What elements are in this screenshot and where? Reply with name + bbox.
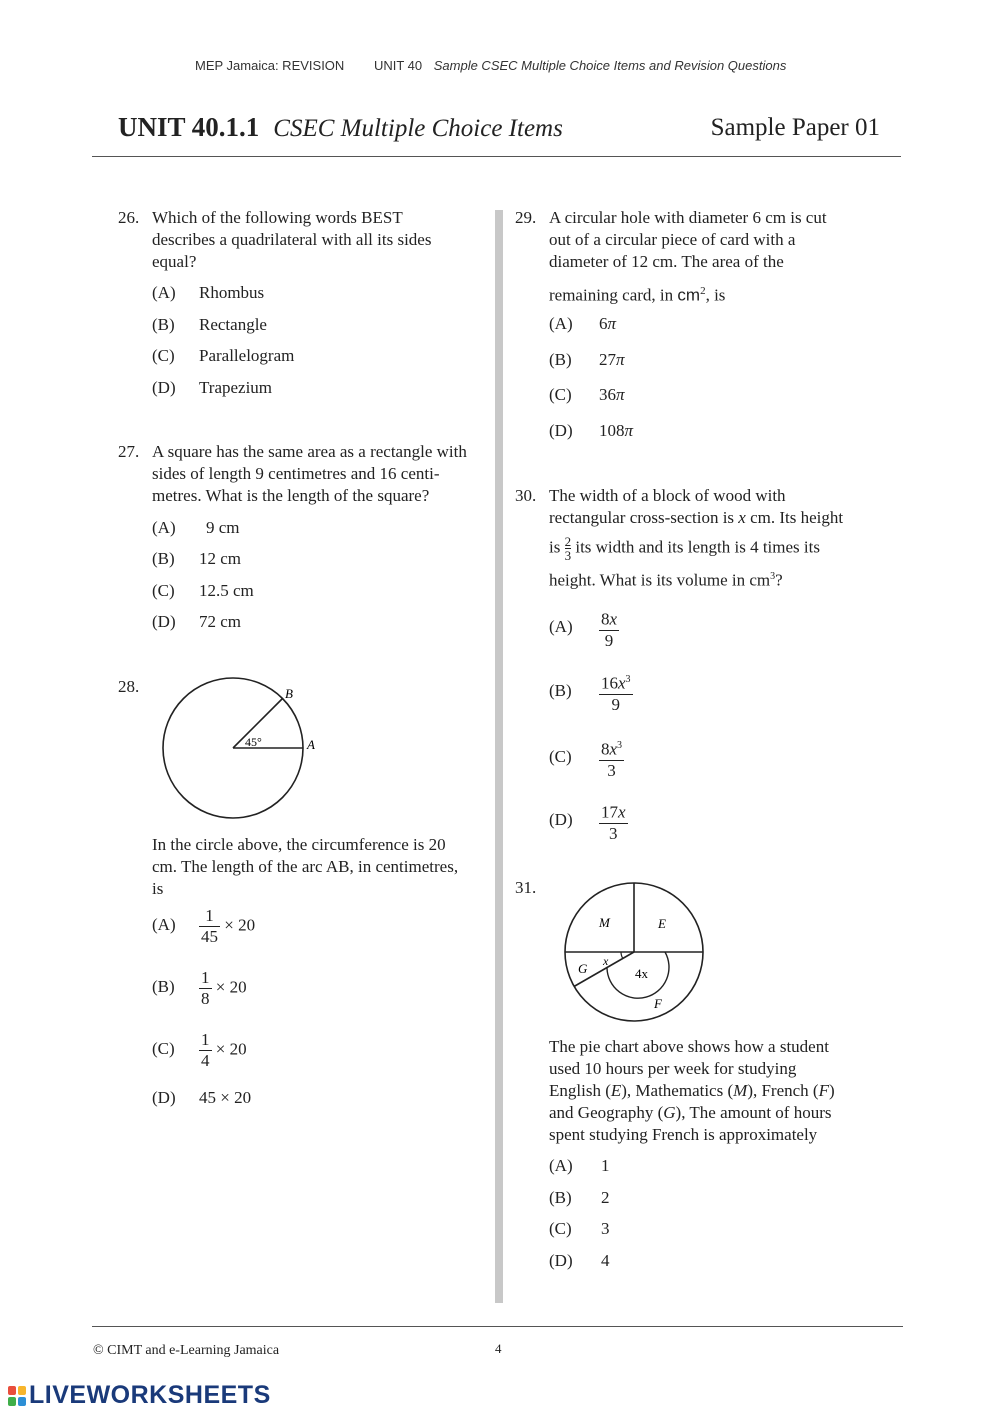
fraction-numerator [599, 799, 628, 823]
option-text: × 20 [224, 915, 256, 935]
option-label: (A) [549, 314, 573, 333]
option-text: Trapezium [199, 378, 273, 397]
coefficient: 8 [601, 609, 610, 629]
unit-text: cm [677, 285, 701, 305]
option-text: 1 [601, 1156, 610, 1175]
option-text: 72 cm [199, 612, 242, 631]
running-head [195, 58, 786, 73]
option-text: 36 [599, 385, 616, 404]
question-line: spent studying French is approximately [549, 1125, 818, 1144]
option-label: (B) [549, 1188, 572, 1207]
question-28-number: 28. [118, 677, 140, 696]
option-label: (D) [152, 378, 176, 397]
variable: x [618, 802, 626, 822]
option-30-c[interactable] [549, 736, 624, 781]
option-label: (A) [152, 518, 176, 537]
question-line [549, 280, 827, 307]
coefficient: 17 [601, 802, 618, 822]
question-line: A circular hole with diameter 6 cm is cut [549, 208, 827, 227]
option-label: (A) [549, 1156, 573, 1175]
question-line: and Geography (G), The amount of hours [549, 1103, 832, 1122]
option-label: (D) [549, 810, 573, 830]
option-31-b[interactable] [549, 1188, 610, 1208]
fraction-numerator: 1 [205, 906, 214, 925]
variable: x [609, 739, 618, 759]
option-26-c[interactable] [152, 346, 294, 366]
fraction [599, 799, 628, 844]
text-fragment: remaining card, in [549, 285, 674, 305]
question-line: The width of a block of wood with [549, 486, 786, 505]
question-28-text [152, 834, 458, 900]
angle-arc-x [621, 952, 623, 959]
question-line [549, 535, 843, 562]
option-30-b[interactable] [549, 670, 633, 715]
fraction-denominator: 3 [564, 548, 572, 563]
logo-square-blue [18, 1397, 26, 1406]
option-30-d[interactable] [549, 799, 628, 844]
fraction-numerator [599, 670, 633, 694]
logo-square-red [8, 1386, 16, 1395]
question-line: sides of length 9 centimetres and 16 centi- [152, 464, 440, 483]
title-unit: UNIT 40.1.1 [118, 112, 260, 142]
option-28-d[interactable] [152, 1088, 251, 1108]
option-text: Rectangle [199, 315, 267, 334]
option-text: 27 [599, 350, 616, 369]
question-31-number: 31. [515, 878, 537, 897]
option-text: × 20 [215, 1039, 247, 1059]
option-text: Rhombus [199, 283, 265, 302]
label-e: E [658, 916, 666, 931]
text-fragment: cm. Its height [750, 508, 844, 527]
question-30 [515, 485, 895, 595]
option-29-c[interactable] [549, 385, 625, 405]
coefficient: 16 [601, 673, 618, 693]
label-f: F [654, 996, 662, 1011]
option-31-d[interactable] [549, 1251, 610, 1271]
fraction [599, 670, 633, 715]
question-line: diameter of 12 cm. The area of the [549, 252, 784, 271]
option-label: (A) [152, 283, 176, 302]
option-text: 12 cm [199, 549, 242, 568]
question-text [549, 207, 827, 307]
option-label: (C) [549, 385, 572, 404]
question-line: The pie chart above shows how a student [549, 1037, 829, 1056]
point-b-label: B [285, 686, 293, 701]
fraction [565, 535, 572, 562]
title-paper: Sample Paper 01 [710, 114, 880, 141]
label-m: M [599, 915, 610, 930]
footer-copyright: © CIMT and e-Learning Jamaica [93, 1343, 280, 1358]
running-head-left: MEP Jamaica: REVISION [195, 58, 345, 73]
fraction-denominator: 45 [201, 927, 218, 946]
fraction-numerator: 1 [201, 1030, 210, 1049]
question-line: used 10 hours per week for studying [549, 1059, 797, 1078]
option-label: (A) [152, 915, 176, 935]
option-26-a[interactable] [152, 283, 264, 303]
text-fragment: its width and its length is 4 times its [575, 537, 820, 557]
option-text: 45 × 20 [199, 1088, 252, 1107]
label-x: x [603, 954, 609, 968]
option-26-b[interactable] [152, 315, 267, 335]
option-29-a[interactable] [549, 314, 616, 334]
exponent: 3 [617, 740, 623, 751]
exponent: 2 [700, 285, 706, 297]
question-line: is [152, 879, 164, 898]
fraction-numerator [599, 736, 624, 760]
variable: x [618, 673, 626, 693]
question-line [549, 507, 843, 529]
page-title [118, 112, 880, 152]
option-27-b[interactable] [152, 549, 241, 569]
option-label: (C) [152, 346, 175, 365]
variable: x [609, 609, 618, 629]
question-line: English (E), Mathematics (M), French (F) [549, 1081, 835, 1100]
question-line [549, 566, 843, 592]
question-26 [118, 207, 498, 277]
circle-sector-diagram [155, 672, 330, 824]
option-label: (C) [152, 1039, 175, 1059]
option-label: (D) [549, 1251, 573, 1270]
label-4x: 4x [635, 966, 648, 981]
angle-label: 45° [245, 735, 262, 749]
fraction-denominator: 3 [599, 760, 624, 781]
question-line: out of a circular piece of card with a [549, 230, 796, 249]
title-rule [92, 156, 901, 157]
fraction-denominator: 4 [201, 1051, 210, 1070]
option-31-a[interactable] [549, 1156, 610, 1176]
question-line: describes a quadrilateral with all its sides [152, 230, 432, 249]
question-number: 26. [118, 208, 140, 227]
option-text: 2 [601, 1188, 610, 1207]
option-label: (B) [152, 315, 175, 334]
exponent: 3 [770, 571, 776, 582]
option-27-d[interactable] [152, 612, 241, 632]
fraction [199, 906, 220, 947]
option-label: (C) [152, 581, 175, 600]
question-text [549, 485, 843, 592]
question-line: equal? [152, 252, 197, 271]
pi-symbol: π [624, 421, 634, 440]
text-fragment: rectangular cross-section is [549, 508, 735, 527]
option-label: (B) [549, 350, 572, 369]
option-label: (C) [549, 1219, 572, 1238]
option-27-c[interactable] [152, 581, 254, 601]
pi-symbol: π [616, 385, 625, 404]
pie-chart-diagram [562, 880, 708, 1026]
logo-square-green [8, 1397, 16, 1406]
option-29-d[interactable] [549, 421, 633, 441]
logo-square-yellow [18, 1386, 26, 1395]
column-divider [495, 210, 503, 1303]
option-label: (D) [152, 1088, 176, 1107]
question-number: 29. [515, 208, 537, 227]
fraction-denominator: 9 [599, 694, 633, 715]
option-text: 6 [599, 314, 608, 333]
fraction [199, 968, 212, 1009]
option-28-a[interactable] [152, 906, 255, 947]
question-line: metres. What is the length of the square? [152, 486, 430, 505]
fraction-denominator: 3 [599, 823, 628, 844]
fraction [599, 736, 624, 781]
option-text: 3 [601, 1219, 610, 1238]
footer-rule [92, 1326, 903, 1327]
option-label: (D) [152, 612, 176, 631]
brand-name: LIVEWORKSHEETS [29, 1381, 271, 1409]
page-number: 4 [495, 1341, 502, 1356]
text-fragment: height. What is its volume in cm [549, 570, 771, 590]
option-text: × 20 [215, 977, 247, 997]
option-label: (B) [549, 681, 572, 701]
title-subtitle: CSEC Multiple Choice Items [273, 115, 563, 142]
point-a-label: A [307, 737, 315, 752]
variable: x [738, 508, 746, 527]
fraction [199, 1030, 212, 1071]
option-28-b[interactable] [152, 968, 247, 1009]
liveworksheets-logo-icon [8, 1386, 26, 1406]
option-label: (D) [549, 421, 573, 440]
option-label: (B) [152, 977, 175, 997]
option-text: 4 [601, 1251, 610, 1270]
coefficient: 8 [601, 739, 610, 759]
question-text [152, 207, 431, 273]
option-31-c[interactable] [549, 1219, 610, 1239]
option-28-c[interactable] [152, 1030, 247, 1071]
question-line: In the circle above, the circumference is 20 [152, 835, 446, 854]
option-30-a[interactable] [549, 606, 619, 651]
fraction-denominator: 8 [201, 989, 210, 1008]
liveworksheets-brand[interactable] [8, 1381, 271, 1410]
fraction-numerator: 2 [564, 534, 572, 549]
question-number: 27. [118, 442, 140, 461]
option-label: (C) [549, 747, 572, 767]
question-text [152, 441, 467, 507]
option-label: (A) [549, 617, 573, 637]
question-31-text [549, 1036, 894, 1146]
label-g: G [578, 961, 588, 976]
question-number: 30. [515, 486, 537, 505]
option-text: 9 cm [206, 518, 240, 537]
option-29-b[interactable] [549, 350, 625, 370]
question-29 [515, 207, 895, 307]
question-line: Which of the following words BEST [152, 208, 403, 227]
option-text: 108 [599, 421, 625, 440]
option-text: 12.5 cm [199, 581, 254, 600]
question-27 [118, 441, 498, 511]
fraction-numerator [599, 606, 619, 630]
running-head-unit: UNIT 40 [373, 58, 423, 73]
fraction-denominator: 9 [599, 630, 619, 651]
text-fragment: is [549, 537, 561, 557]
running-head-description: Sample CSEC Multiple Choice Items and Revision Questions [433, 58, 787, 73]
pi-symbol: π [616, 350, 625, 369]
text-fragment: ? [775, 570, 783, 590]
option-26-d[interactable] [152, 378, 272, 398]
fraction [599, 606, 619, 651]
text-fragment: , is [705, 285, 726, 305]
exponent: 3 [625, 674, 631, 685]
option-label: (B) [152, 549, 175, 568]
pi-symbol: π [607, 314, 617, 333]
question-line: A square has the same area as a rectangle with [152, 442, 467, 461]
option-text: Parallelogram [199, 346, 295, 365]
option-27-a[interactable] [152, 518, 240, 538]
question-line: cm. The length of the arc AB, in centimetres, [152, 857, 459, 876]
fraction-numerator: 1 [201, 968, 210, 987]
